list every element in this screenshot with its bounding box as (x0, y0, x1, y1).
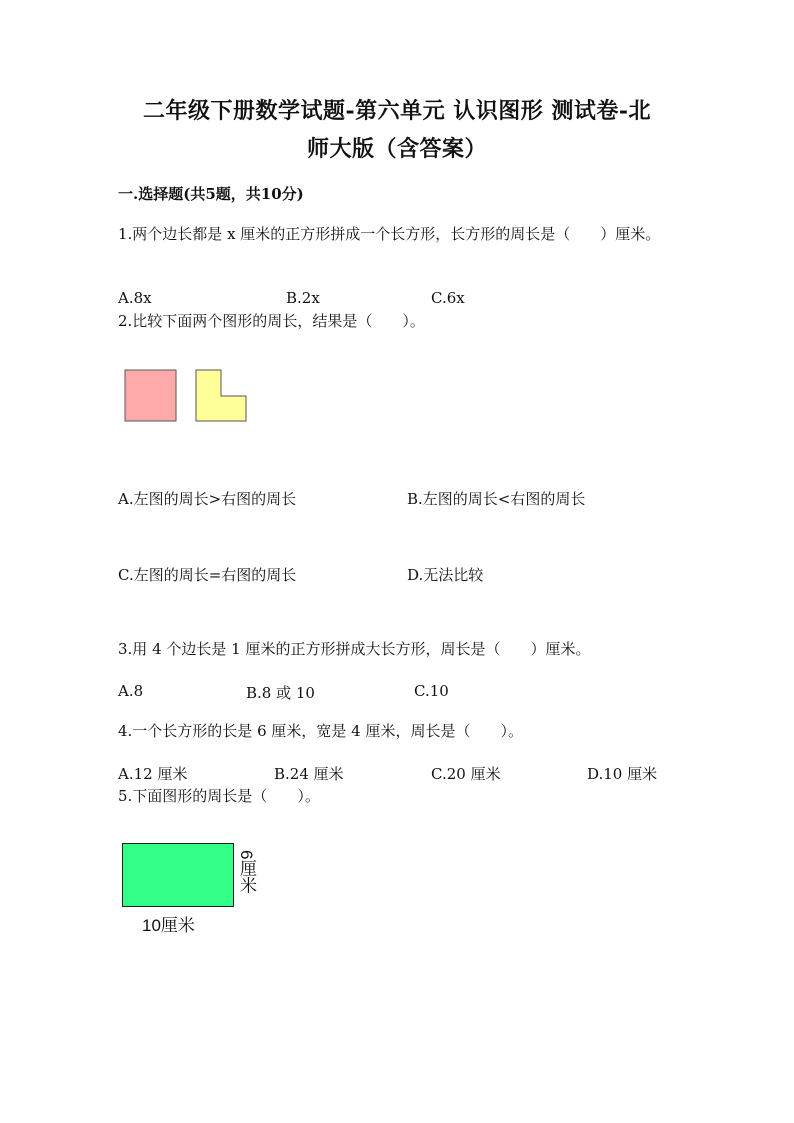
right-l-shape (196, 370, 246, 421)
section-heading: 一.选择题(共5题，共10分) (118, 185, 304, 203)
question-4-option-c[interactable]: C.20 厘米 (431, 765, 501, 783)
question-2-option-d[interactable]: D.无法比较 (407, 566, 484, 584)
question-1-option-b[interactable]: B.2x (286, 289, 320, 307)
question-3-option-c[interactable]: C.10 (414, 682, 449, 700)
question-3-stem: 3.用 4 个边长是 1 厘米的正方形拼成大长方形，周长是（ ）厘米。 (118, 640, 591, 658)
page-title-line2: 师大版（含答案） (306, 136, 487, 162)
question-5-height-label: 6厘米 (237, 850, 256, 894)
question-2-figure (120, 365, 255, 427)
question-2-option-c[interactable]: C.左图的周长=右图的周长 (118, 566, 297, 584)
question-4-stem: 4.一个长方形的长是 6 厘米，宽是 4 厘米，周长是（ ）。 (118, 722, 523, 740)
question-5-width-label: 10厘米 (142, 916, 195, 935)
question-5-stem: 5.下面图形的周长是（ ）。 (118, 787, 320, 805)
question-1-option-c[interactable]: C.6x (431, 289, 465, 307)
question-2-option-b[interactable]: B.左图的周长<右图的周长 (407, 490, 586, 508)
question-3-option-b[interactable]: B.8 或 10 (246, 684, 315, 702)
question-4-option-d[interactable]: D.10 厘米 (587, 765, 658, 783)
question-5-rectangle-shape (122, 843, 234, 907)
question-3-option-a[interactable]: A.8 (118, 682, 144, 700)
question-4-option-b[interactable]: B.24 厘米 (274, 765, 344, 783)
question-1-stem: 1.两个边长都是 x 厘米的正方形拼成一个长方形，长方形的周长是（ ）厘米。 (118, 225, 661, 243)
question-2-stem: 2.比较下面两个图形的周长，结果是（ ）。 (118, 312, 425, 330)
question-4-option-a[interactable]: A.12 厘米 (118, 765, 188, 783)
page-title-line1: 二年级下册数学试题-第六单元 认识图形 测试卷-北 (142, 98, 652, 124)
question-2-option-a[interactable]: A.左图的周长>右图的周长 (118, 490, 297, 508)
question-1-option-a[interactable]: A.8x (118, 289, 152, 307)
left-square-shape (125, 370, 176, 421)
